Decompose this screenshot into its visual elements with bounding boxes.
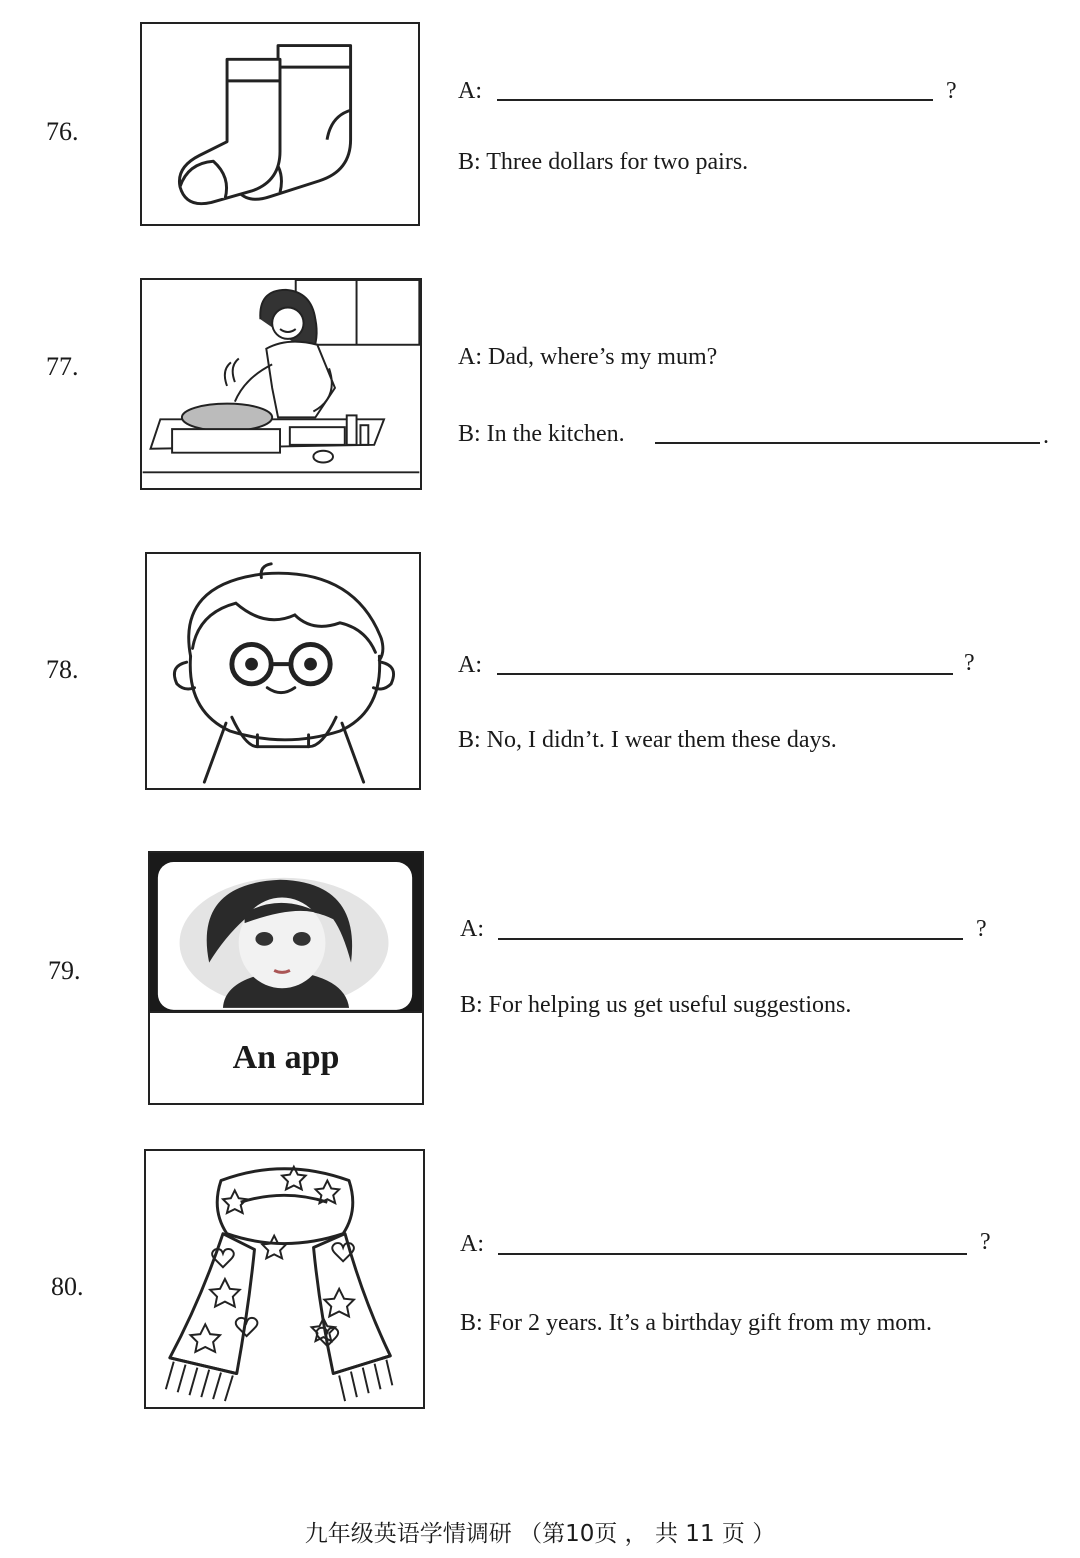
boy-with-glasses-illustration: [145, 552, 421, 790]
question-80-b-line: B: For 2 years. It’s a birthday gift from my mom.: [460, 1310, 932, 1336]
question-78-b-line: B: No, I didn’t. I wear them these days.: [458, 727, 837, 753]
scarf-illustration: [144, 1149, 425, 1409]
page-footer: 九年级英语学情调研 （第10页 ， 共 11 页 ）: [304, 1521, 776, 1547]
socks-icon: [142, 24, 418, 224]
question-77-answer-blank[interactable]: [655, 442, 1040, 444]
question-79-question-mark: ?: [976, 916, 987, 942]
question-80-a-label: A:: [460, 1231, 484, 1257]
app-avatar-illustration: [148, 851, 424, 1105]
question-number-79: 79.: [48, 956, 81, 985]
app-caption: An app: [150, 1011, 422, 1103]
question-number-78: 78.: [46, 655, 79, 684]
question-76-answer-blank[interactable]: [497, 99, 933, 101]
question-80-question-mark: ?: [980, 1229, 991, 1255]
question-77-period: .: [1043, 423, 1049, 449]
socks-illustration: [140, 22, 420, 226]
boy-glasses-icon: [147, 554, 419, 788]
app-avatar-icon: [150, 853, 422, 1013]
question-80-answer-blank[interactable]: [498, 1253, 967, 1255]
question-76-a-label: A:: [458, 78, 482, 104]
question-76-b-line: B: Three dollars for two pairs.: [458, 149, 749, 175]
question-number-80: 80.: [51, 1272, 84, 1301]
question-77-a-line: A: Dad, where’s my mum?: [458, 344, 718, 370]
question-77-b-line: B: In the kitchen.: [458, 421, 625, 447]
woman-cooking-illustration: [140, 278, 422, 490]
question-number-77: 77.: [46, 352, 79, 381]
question-78-question-mark: ?: [964, 650, 975, 676]
question-number-76: 76.: [46, 117, 79, 146]
question-76-question-mark: ?: [946, 78, 957, 104]
scarf-icon: [146, 1151, 423, 1407]
question-79-answer-blank[interactable]: [498, 938, 963, 940]
question-78-answer-blank[interactable]: [497, 673, 953, 675]
cooking-icon: [142, 280, 420, 488]
question-78-a-label: A:: [458, 652, 482, 678]
question-79-b-line: B: For helping us get useful suggestions.: [460, 992, 852, 1018]
question-79-a-label: A:: [460, 916, 484, 942]
